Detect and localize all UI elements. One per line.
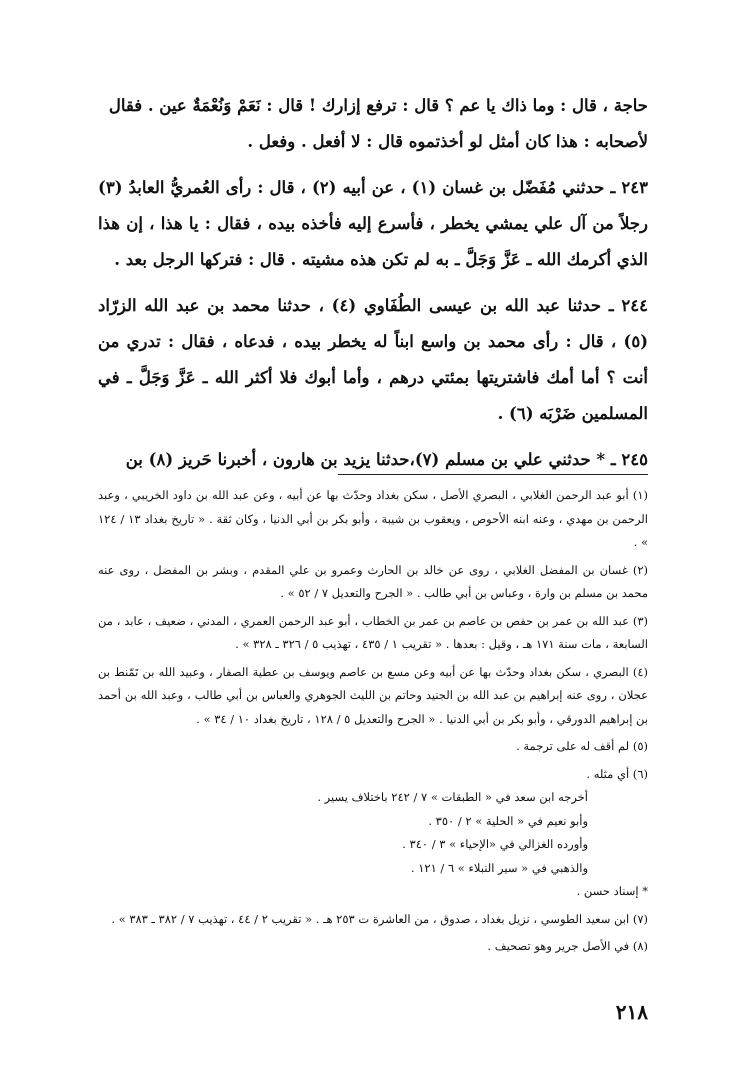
source-ghazali: وأورده الغزالي في «الإحياء » ٣ / ٣٤٠ . bbox=[402, 837, 588, 851]
footnote-5: (٥) لم أقف له على ترجمة . bbox=[516, 739, 648, 753]
footnote-7: (٧) ابن سعيد الطوسي ، نزيل بغداد ، صدوق ، من العاشرة ت ٢٥٣ هـ . « تقريب ٢ / ٤٤ ، تهذيب ٧ / ٣٨٢ ـ ٣٨٣ » . bbox=[111, 911, 648, 926]
footnote-6: (٦) أي مثله . bbox=[586, 766, 648, 781]
source-ibn-saad: أخرجه ابن سعد في « الطبقات » ٧ / ٢٤٢ باختلاف يسير . bbox=[317, 790, 588, 804]
source-abu-nuaym: وأبو نعيم في « الحلية » ٢ / ٣٥٠ . bbox=[428, 813, 588, 828]
hadith-244: ٢٤٤ ـ حدثنا عبد الله بن عيسى الطُفَاوي (٤) ، حدثنا محمد بن عبد الله الزرّاد (٥) ، قال : رأى محمد بن واسع ابناً له يخطر بيده ، فدعاه ، فقال : تدري من أنت ؟ أما أمك فاشتريتها بمئتي درهم ، وأما أبوك فلا أكثر الله ـ عَزَّ وَجَلَّ ـ في المسلمين ضَرْبَه (٦) . bbox=[98, 296, 648, 423]
footnote-2: (٢) غسان بن المفضل الغلابي ، روى عن خالد بن الحارث وعمرو بن علي المقدم ، وبشر بن المفضل ، روى عنه محمد بن مسلم بن وارة ، وعباس بن أبي طالب . « الجرح والتعديل ٧ / ٥٢ » . bbox=[98, 562, 648, 600]
hadith-245: ٢٤٥ ـ * حدثني علي بن مسلم (٧)،حدثنا يزيد بن هارون ، أخبرنا حَريز (٨) بن bbox=[125, 450, 648, 469]
hadith-243: ٢٤٣ ـ حدثني مُفَضّل بن غسان (١) ، عن أبيه (٢) ، قال : رأى العُمريُّ العابدُ (٣) رجلاً من آل علي يمشي يخطر ، فأسرع إليه فأخذه بيده ، فقال : يا هذا ، إن هذا الذي أكرمك الله ـ عَزَّ وَجَلَّ ـ به لم تكن هذه مشيته . قال : فتركها الرجل بعد . bbox=[98, 178, 648, 269]
paragraph-continuation-line-1: حاجة ، قال : وما ذاك يا عم ؟ قال : ترفع إزارك ! قال : نَعَمْ وَنُعْمَةٌ عين . فقال bbox=[108, 96, 648, 115]
main-text bbox=[98, 88, 648, 478]
footnotes bbox=[98, 484, 648, 959]
footnote-3: (٣) عبد الله بن عمر بن حفص بن عاصم بن عمر بن الخطاب ، أبو عبد الرحمن العمري ، المدني ، ضعيف ، عابد ، من السابعة ، مات سنة ١٧١ هـ ، وقيل : بعدها . « تقريب ١ / ٤٣٥ ، تهذيب ٥ / ٣٢٦ ـ ٣٢٨ » . bbox=[98, 613, 648, 651]
isnad-note: * إسناد حسن . bbox=[576, 884, 648, 898]
footnote-8: (٨) في الأصل جرير وهو تصحيف . bbox=[487, 939, 648, 953]
footnote-4: (٤) البصري ، سكن بغداد وحدّث بها عن أبيه وعن مسع بن عاصم ويوسف بن عطية الصفار ، وعبيد الله بن تَمّنط بن عجلان ، روى عنه إبراهيم بن عبد الله بن الجنيد وحاتم بن الليث الجوهري والعباس بن أبي طالب ، وعبد الله بن أحمد بن إبراهيم الدورقي ، وأبو بكر بن أبي الدنيا . « الجرح والتعديل ٥ / ١٢٨ ، تاريخ بغداد ١٠ / ٣٤ » . bbox=[98, 664, 648, 726]
page-number: ٢١٨ bbox=[615, 1000, 648, 1024]
footnote-1: (١) أبو عبد الرحمن الغلابي ، البصري الأصل ، سكن بغداد وحدّث بها عن أبيه ، وعن عبد الله بن داود الخريبي ، وعبد الرحمن بن مهدي ، وعنه ابنه الأحوص ، ويعقوب بن شيبة ، وأبو بكر بن أبي الدنيا ، وكان ثقة . « تاريخ بغداد ١٣ / ١٢٤ » . bbox=[98, 488, 648, 549]
paragraph-continuation-line-2: لأصحابه : هذا كان أمثل لو أخذتموه قال : لا أفعل . وفعل . bbox=[247, 132, 648, 151]
footnote-separator bbox=[338, 474, 648, 475]
source-dhahabi: والذهبي في « سير النبلاء » ٦ / ١٢١ . bbox=[410, 860, 588, 875]
